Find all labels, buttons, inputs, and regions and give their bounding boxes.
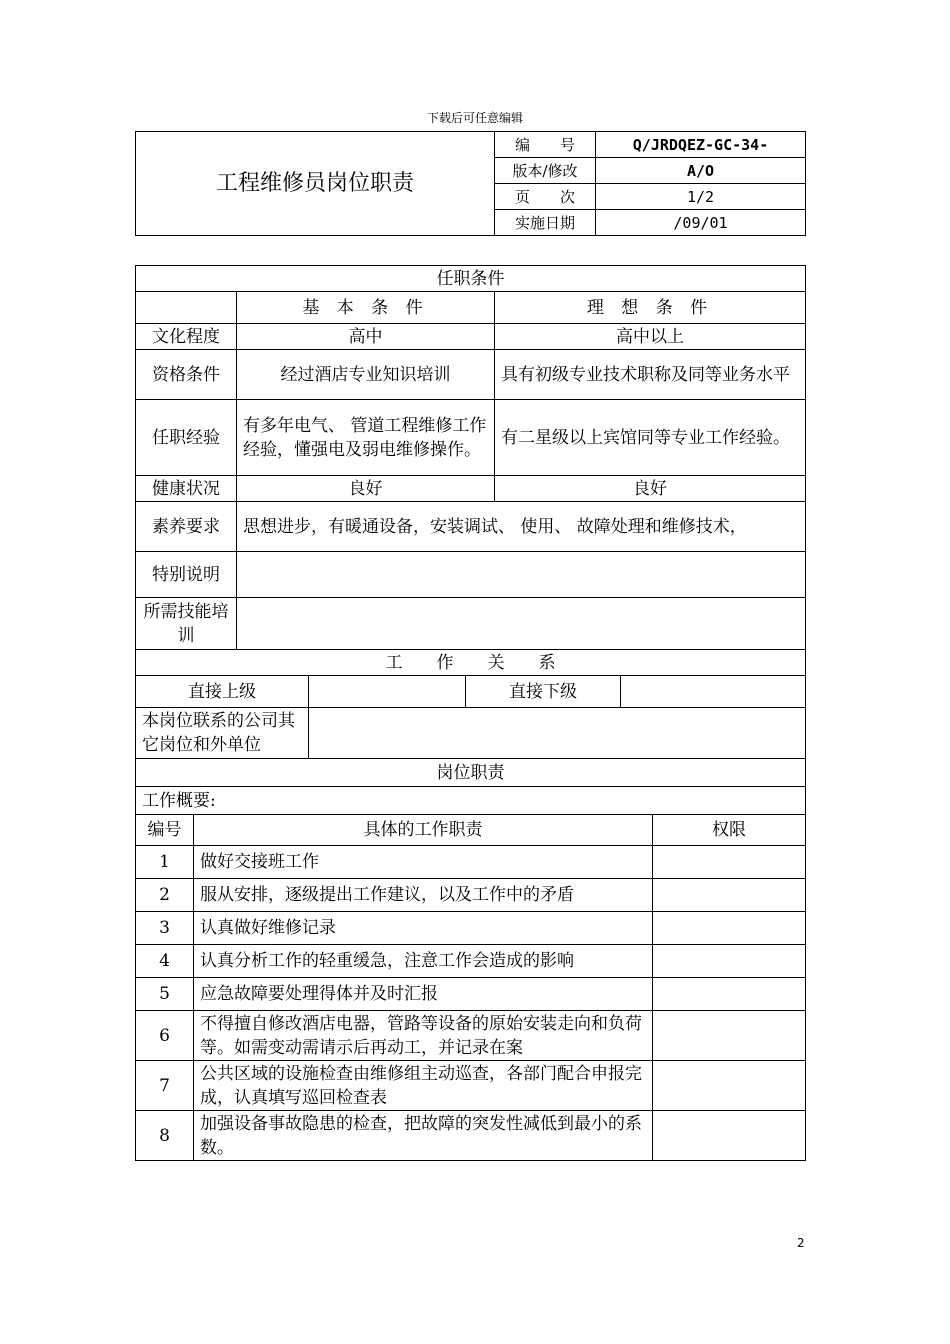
ideal-conditions-header: 理 想 条 件	[495, 292, 806, 324]
authority-column-header: 权限	[653, 815, 806, 846]
duty-column-header: 具体的工作职责	[194, 815, 653, 846]
experience-basic: 有多年电气、 管道工程维修工作经验，懂强电及弱电维修操作。	[237, 400, 495, 476]
table-row	[136, 879, 806, 912]
row-number: 8	[136, 1111, 194, 1161]
authority-cell	[653, 1061, 806, 1111]
row-number: 2	[136, 879, 194, 912]
authority-cell	[653, 879, 806, 912]
experience-label: 任职经验	[136, 400, 237, 476]
authority-cell	[653, 846, 806, 879]
subordinate-label: 直接下级	[466, 676, 621, 708]
duty-text: 公共区域的设施检查由维修组主动巡查，各部门配合申报完成，认真填写巡回检查表	[194, 1061, 653, 1111]
special-notes-value	[237, 552, 806, 598]
blank-header-cell	[136, 292, 237, 324]
duty-text: 不得擅自修改酒店电器，管路等设备的原始安装走向和负荷等。如需变动需请示后再动工，并记录在案	[194, 1011, 653, 1061]
page-label: 页 次	[495, 184, 596, 210]
education-label: 文化程度	[136, 324, 237, 350]
training-label: 所需技能培训	[136, 598, 237, 650]
certification-label: 资格条件	[136, 350, 237, 400]
table-row	[136, 1011, 806, 1061]
authority-cell	[653, 978, 806, 1011]
row-number: 7	[136, 1061, 194, 1111]
row-number: 1	[136, 846, 194, 879]
doc-number-value: Q/JRDQEZ-GC-34-	[596, 132, 806, 158]
document-header	[135, 131, 806, 236]
table-row	[136, 846, 806, 879]
education-ideal: 高中以上	[495, 324, 806, 350]
version-value: A/O	[596, 158, 806, 184]
quality-value: 思想进步，有暖通设备，安装调试、 使用、 故障处理和维修技术，	[237, 502, 806, 552]
duty-text: 做好交接班工作	[194, 846, 653, 879]
document-title: 工程维修员岗位职责	[136, 132, 495, 236]
duty-text: 认真分析工作的轻重缓急，注意工作会造成的影响	[194, 945, 653, 978]
effective-date-label: 实施日期	[495, 210, 596, 236]
row-number: 4	[136, 945, 194, 978]
superior-label: 直接上级	[136, 676, 309, 708]
authority-cell	[653, 912, 806, 945]
row-number: 3	[136, 912, 194, 945]
certification-ideal: 具有初级专业技术职称及同等业务水平	[495, 350, 806, 400]
duty-text: 应急故障要处理得体并及时汇报	[194, 978, 653, 1011]
duty-text: 认真做好维修记录	[194, 912, 653, 945]
row-number: 5	[136, 978, 194, 1011]
page-number: 2	[797, 1236, 805, 1250]
row-number: 6	[136, 1011, 194, 1061]
training-value	[237, 598, 806, 650]
table-row	[136, 912, 806, 945]
version-label: 版本/修改	[495, 158, 596, 184]
table-row	[136, 1111, 806, 1161]
work-overview-label: 工作概要:	[136, 787, 806, 815]
quality-label: 素养要求	[136, 502, 237, 552]
duty-text: 加强设备事故隐患的检查，把故障的突发性减低到最小的系数。	[194, 1111, 653, 1161]
qualifications-table	[135, 265, 806, 650]
health-label: 健康状况	[136, 476, 237, 502]
relations-section-title: 工 作 关 系	[136, 650, 806, 676]
health-basic: 良好	[237, 476, 495, 502]
authority-cell	[653, 945, 806, 978]
basic-conditions-header: 基 本 条 件	[237, 292, 495, 324]
education-basic: 高中	[237, 324, 495, 350]
qualifications-section-title: 任职条件	[136, 266, 806, 292]
duty-text: 服从安排，逐级提出工作建议，以及工作中的矛盾	[194, 879, 653, 912]
table-row	[136, 978, 806, 1011]
contacts-value	[309, 708, 806, 759]
page-value: 1/2	[596, 184, 806, 210]
authority-cell	[653, 1111, 806, 1161]
superior-value	[309, 676, 466, 708]
experience-ideal: 有二星级以上宾馆同等专业工作经验。	[495, 400, 806, 476]
subordinate-value	[621, 676, 806, 708]
contacts-label: 本岗位联系的公司其它岗位和外单位	[136, 708, 309, 759]
special-notes-label: 特别说明	[136, 552, 237, 598]
duties-section-title: 岗位职责	[136, 759, 806, 787]
top-note: 下载后可任意编辑	[426, 111, 523, 125]
table-row	[136, 945, 806, 978]
table-row	[136, 1061, 806, 1111]
effective-date-value: /09/01	[596, 210, 806, 236]
authority-cell	[653, 1011, 806, 1061]
duties-table	[135, 758, 806, 1161]
number-column-header: 编号	[136, 815, 194, 846]
work-relations-table	[135, 649, 806, 759]
doc-number-label: 编 号	[495, 132, 596, 158]
health-ideal: 良好	[495, 476, 806, 502]
certification-basic: 经过酒店专业知识培训	[237, 350, 495, 400]
